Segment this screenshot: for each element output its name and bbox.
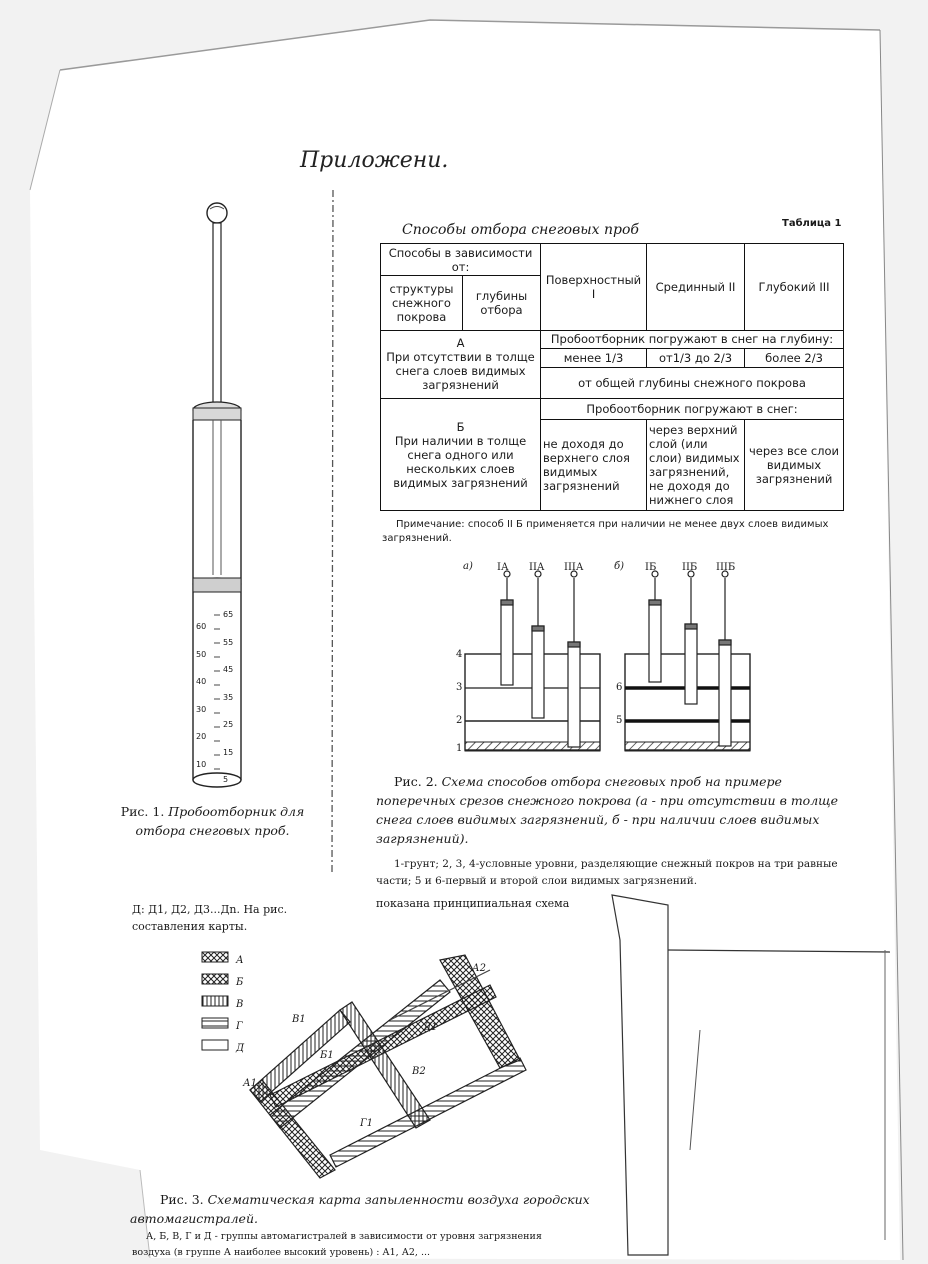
table-label: Таблица 1 [782,218,842,229]
fig2-level-6: 6 [616,682,623,693]
fig2-level-3: 3 [456,682,463,693]
fig2-tube-b2: IIБ [682,562,698,573]
fig3-note: А, Б, В, Г и Д - группы автомагистралей в зависимости от уровня загрязнения воздуха (в группе А наиболее высокий уровень) : А1, А2, ... [132,1231,542,1258]
fig2-tube-a2: IIА [529,562,545,573]
map-label-v1: В1 [292,1014,306,1025]
table-title: Способы отбора снеговых проб [402,222,639,238]
table-row-a-span: Пробоотборник погружают в снег на глубину: [541,330,844,349]
left-fragment: Д: Д1, Д2, Д3...Дn. На рис. составления карты. [132,903,288,933]
table-head-depth: глубины отбора [463,276,541,330]
table-head-deep: Глубокий III [745,244,844,331]
sampler-tube-drawing [180,195,260,795]
table-row-a-c3: более 2/3 [745,349,844,368]
fig2-level-2: 2 [456,715,463,726]
fig2-caption-num: Рис. 2. [394,774,438,789]
fig2-drawing [445,560,775,770]
table-row-b-c2: через верхний слой (или слои) видимых загрязнений, не доходя до нижнего слоя [647,420,745,511]
fig2-label-b: б) [614,561,625,572]
fig3-caption-text: Схематическая карта запыленности воздуха городских автомагистралей. [130,1192,590,1226]
table-head-methods: Способы в зависимости от: [381,244,541,276]
map-label-a2: А2 [472,963,486,974]
map-label-d1: Д1 [423,1022,438,1033]
table-head-middle: Срединный II [647,244,745,331]
table-row-b-desc: Б При наличии в толще снега одного или нескольких слоев видимых загрязнений [381,399,541,511]
map-label-a1: А1 [243,1078,257,1089]
table-row-b-c3: через все слои видимых загрязнений [745,420,844,511]
map-label-v2: В2 [412,1066,426,1077]
map-label-g1: Г1 [360,1118,373,1129]
fig2-level-5: 5 [616,715,623,726]
fig2-level-4: 4 [456,649,463,660]
handwritten-header: Приложени. [300,148,449,173]
fig2-caption [376,772,844,848]
table-row-b-c1: не доходя до верхнего слоя видимых загрязнений [541,420,647,511]
fig2-tube-a1: IА [497,562,509,573]
table-row-a-common: от общей глубины снежного покрова [541,368,844,399]
table-row-a-c1: менее 1/3 [541,349,647,368]
fig2-tube-b1: IБ [645,562,657,573]
right-fragment: показана принципиальная схема [376,897,570,910]
table-head-structure: структуры снежного покрова [381,276,463,330]
fig3-caption-num: Рис. 3. [160,1192,204,1207]
fig1-caption-num: Рис. 1. [120,804,165,819]
fig2-legend: 1-грунт; 2, 3, 4-условные уровни, разделяющие снежный покров на три равные части; 5 и 6-первый и второй слои видимых загрязнений. [376,858,838,887]
fig3-legend: А Б В Г Д [236,955,245,1054]
tube-scale-right: 65 55 45 35 25 15 5 [223,610,234,784]
table-note: Примечание: способ II Б применяется при наличии не менее двух слоев видимых загрязнений. [382,519,829,544]
fig2-tube-b3: IIIБ [716,562,736,573]
fig2-label-a: а) [463,561,473,572]
fig2-tube-a3: IIIА [564,562,584,573]
fig1-caption-text: Пробоотборник для отбора снеговых проб. [135,804,305,838]
table-row-a-c2: от1/3 до 2/3 [647,349,745,368]
fig2-caption-text: Схема способов отбора снеговых проб на примере поперечных срезов снежного покрова (а - при отсутствии в толще снега слоев видимых загрязнений, б - при наличии слоев видимых загрязнений). [376,774,839,846]
fig3-caption [130,1190,610,1228]
fig1-caption [105,802,320,840]
sampling-methods-table [380,243,844,511]
table-head-surface: Поверхностный I [541,244,647,331]
fig2-level-1: 1 [456,743,463,754]
map-label-b1: Б1 [320,1050,334,1061]
table-row-b-span: Пробоотборник погружают в снег: [541,399,844,420]
tube-scale-left: 60 50 40 30 20 10 [196,622,207,769]
table-row-a-desc: А При отсутствии в толще снега слоев видимых загрязнений [381,330,541,399]
